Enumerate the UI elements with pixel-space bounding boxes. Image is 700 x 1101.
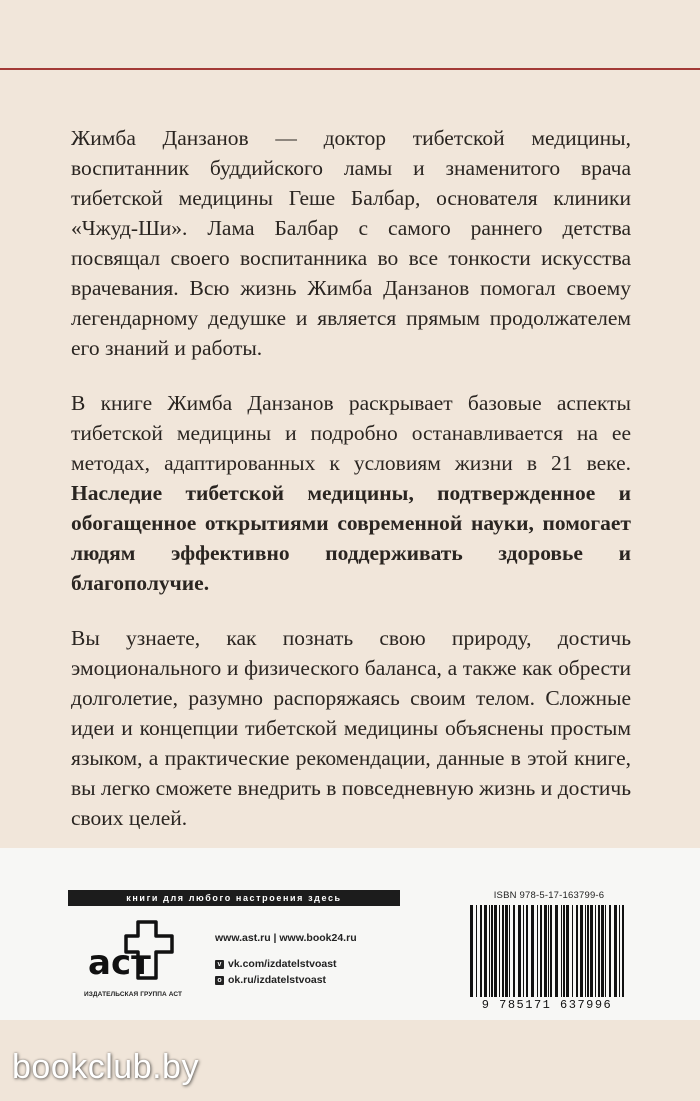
barcode-bar [484,905,487,997]
barcode-bar [523,905,524,997]
barcode-bar [566,905,569,997]
barcode-bar [494,905,497,997]
barcode-bar [526,905,528,997]
tagline-banner: книги для любого настроения здесь [68,890,400,906]
barcode-bar [619,905,620,997]
description-paragraph-3: Вы узнаете, как познать свою природу, достичь эмоционального и физического баланса, а также как обрести долголетие, разумно распоряжаясь своим телом. Сложные идеи и концепции тибетской медицины объяснены простым языком, а практические рекомендации, данные в этой книге, вы легко сможете внедрить в повседневную жизнь и достичь своих целей. [71,626,631,830]
barcode-bar [505,905,508,997]
barcode-bar [609,905,611,997]
ast-logo-icon [80,918,200,994]
barcode-bar [499,905,500,997]
barcode-bar [489,905,490,997]
logo-wordmark: аст [88,943,151,983]
barcode-bar [548,905,549,997]
barcode-bar [605,905,606,997]
barcode-bar [509,905,510,997]
barcode-digits: 9 785171 637996 [481,998,613,1012]
description-paragraph-1: Жимба Данзанов — доктор тибетской медицины, воспитанник буддийского ламы и знаменитого врача тибетской медицины Геше Балбар, основателя клиники «Чжуд-Ши». Лама Балбар с самого раннего детства посвящал своего воспитанника во все тонкости искусства врачевания. Всю жизнь Жимба Данзанов помогал своему легендарному дедушке и является прямым продолжателем его знаний и работы. [71,126,631,360]
vk-link-text: vk.com/izdatelstvoast [228,958,337,970]
barcode-bar [544,905,547,997]
watermark: bookclub.by [12,1048,199,1086]
publisher-name: ИЗДАТЕЛЬСКАЯ ГРУППА АСТ [83,991,183,998]
barcode-bar [502,905,504,997]
paragraph-2-regular: В книге Жимба Данзанов раскрывает базовые аспекты тибетской медицины и подробно останавливается на ее методах, адаптированных к условиям жизни в 21 веке. [71,391,631,475]
barcode-bar [555,905,558,997]
barcode-bar [518,905,521,997]
barcode-bar [598,905,600,997]
website-links[interactable]: www.ast.ru | www.book24.ru [215,932,357,944]
barcode [468,905,630,997]
barcode-bar [561,905,562,997]
barcode-bar [540,905,542,997]
paragraph-2-bold: Наследие тибетской медицины, подтвержденное и обогащенное открытиями современной науки, помогает людям эффективно поддерживать здоровье и благополучие. [71,481,631,595]
barcode-bar [480,905,482,997]
barcode-bar [476,905,477,997]
barcode-bar [470,905,473,997]
top-divider [0,68,700,70]
vk-icon: v [215,960,224,969]
barcode-bar [550,905,552,997]
ok-link-text: ok.ru/izdatelstvoast [228,974,327,986]
isbn-label: ISBN 978-5-17-163799-6 [493,890,605,901]
barcode-bar [537,905,538,997]
barcode-bar [595,905,596,997]
vk-link[interactable] [215,956,415,972]
barcode-bar [590,905,593,997]
description-paragraph-2 [71,388,631,598]
barcode-bar [580,905,583,997]
barcode-bar [513,905,515,997]
barcode-bar [614,905,617,997]
barcode-bar [531,905,534,997]
barcode-bar [587,905,589,997]
barcode-bar [563,905,565,997]
publisher-links [215,930,415,988]
barcode-bar [491,905,493,997]
barcode-bar [622,905,624,997]
barcode-bar [576,905,578,997]
ok-link[interactable] [215,972,415,988]
barcode-bar [601,905,604,997]
barcode-bar [572,905,573,997]
ok-icon: o [215,976,224,985]
barcode-bar [585,905,586,997]
